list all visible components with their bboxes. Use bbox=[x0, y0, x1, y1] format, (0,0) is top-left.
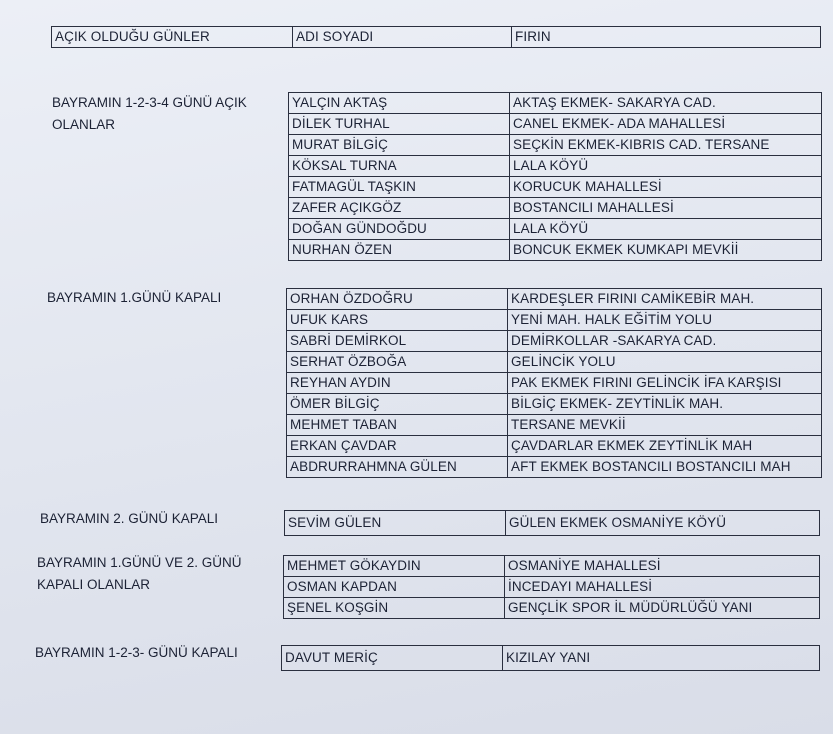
table-row bbox=[287, 289, 822, 310]
bakery-location: ÇAVDARLAR EKMEK ZEYTİNLİK MAH bbox=[508, 436, 822, 457]
table-row bbox=[289, 114, 822, 135]
baker-name: OSMAN KAPDAN bbox=[284, 577, 505, 598]
header-open-days: AÇIK OLDUĞU GÜNLER bbox=[52, 27, 293, 48]
group-label-closed-day-1: BAYRAMIN 1.GÜNÜ KAPALI bbox=[47, 290, 222, 305]
baker-name: MEHMET TABAN bbox=[287, 415, 508, 436]
table-row bbox=[284, 577, 820, 598]
table-row bbox=[287, 373, 822, 394]
baker-name: DOĞAN GÜNDOĞDU bbox=[289, 219, 510, 240]
bakery-location: LALA KÖYÜ bbox=[510, 156, 822, 177]
group-label-closed-days-1-3: BAYRAMIN 1-2-3- GÜNÜ KAPALI bbox=[35, 645, 238, 660]
bakery-location: KIZILAY YANI bbox=[503, 646, 820, 671]
bakery-location: KARDEŞLER FIRINI CAMİKEBİR MAH. bbox=[508, 289, 822, 310]
baker-name: REYHAN AYDIN bbox=[287, 373, 508, 394]
bakery-location: BOSTANCILI MAHALLESİ bbox=[510, 198, 822, 219]
bakery-location: İNCEDAYI MAHALLESİ bbox=[505, 577, 820, 598]
baker-name: NURHAN ÖZEN bbox=[289, 240, 510, 261]
baker-name: MEHMET GÖKAYDIN bbox=[284, 556, 505, 577]
table-row bbox=[289, 240, 822, 261]
bakery-location: YENİ MAH. HALK EĞİTİM YOLU bbox=[508, 310, 822, 331]
bakery-location: AFT EKMEK BOSTANCILI BOSTANCILI MAH bbox=[508, 457, 822, 478]
table-row bbox=[284, 598, 820, 619]
group-label-closed-day-2: BAYRAMIN 2. GÜNÜ KAPALI bbox=[40, 511, 219, 526]
bakery-location: GELİNCİK YOLU bbox=[508, 352, 822, 373]
baker-name: ŞENEL KOŞGİN bbox=[284, 598, 505, 619]
bakery-location: PAK EKMEK FIRINI GELİNCİK İFA KARŞISI bbox=[508, 373, 822, 394]
bakery-location: GENÇLİK SPOR İL MÜDÜRLÜĞÜ YANI bbox=[505, 598, 820, 619]
baker-name: KÖKSAL TURNA bbox=[289, 156, 510, 177]
baker-name: ZAFER AÇIKGÖZ bbox=[289, 198, 510, 219]
baker-name: SABRİ DEMİRKOL bbox=[287, 331, 508, 352]
bakery-location: SEÇKİN EKMEK-KIBRIS CAD. TERSANE bbox=[510, 135, 822, 156]
bakery-location: BONCUK EKMEK KUMKAPI MEVKİİ bbox=[510, 240, 822, 261]
header-bakery: FIRIN bbox=[512, 27, 821, 48]
table-row bbox=[289, 177, 822, 198]
table-row bbox=[287, 331, 822, 352]
bakery-location: OSMANİYE MAHALLESİ bbox=[505, 556, 820, 577]
baker-name: SEVİM GÜLEN bbox=[285, 511, 506, 536]
header-row bbox=[52, 27, 821, 48]
group-label-closed-days-1-2: BAYRAMIN 1.GÜNÜ VE 2. GÜNÜ KAPALI OLANLAR bbox=[37, 555, 242, 592]
baker-name: YALÇIN AKTAŞ bbox=[289, 93, 510, 114]
group-label-open-1-4: BAYRAMIN 1-2-3-4 GÜNÜ AÇIK OLANLAR bbox=[52, 95, 247, 132]
baker-name: ORHAN ÖZDOĞRU bbox=[287, 289, 508, 310]
header-name: ADI SOYADI bbox=[293, 27, 512, 48]
table-row bbox=[289, 156, 822, 177]
bakery-location: DEMİRKOLLAR -SAKARYA CAD. bbox=[508, 331, 822, 352]
header-table bbox=[51, 26, 821, 48]
baker-name: ABDRURRAHMNA GÜLEN bbox=[287, 457, 508, 478]
table-row bbox=[287, 352, 822, 373]
baker-name: FATMAGÜL TAŞKIN bbox=[289, 177, 510, 198]
schedule-table-closed-day-2 bbox=[284, 510, 820, 536]
baker-name: DAVUT MERİÇ bbox=[282, 646, 503, 671]
table-row bbox=[282, 646, 820, 671]
table-row bbox=[287, 457, 822, 478]
baker-name: UFUK KARS bbox=[287, 310, 508, 331]
table-row bbox=[289, 198, 822, 219]
schedule-table-closed-days-1-3 bbox=[281, 645, 820, 671]
baker-name: MURAT BİLGİÇ bbox=[289, 135, 510, 156]
baker-name: DİLEK TURHAL bbox=[289, 114, 510, 135]
table-row bbox=[289, 219, 822, 240]
schedule-table-closed-day-1 bbox=[286, 288, 822, 478]
bakery-location: KORUCUK MAHALLESİ bbox=[510, 177, 822, 198]
table-row bbox=[285, 511, 820, 536]
table-row bbox=[287, 415, 822, 436]
table-row bbox=[287, 310, 822, 331]
bakery-location: BİLGİÇ EKMEK- ZEYTİNLİK MAH. bbox=[508, 394, 822, 415]
table-row bbox=[287, 394, 822, 415]
bakery-location: GÜLEN EKMEK OSMANİYE KÖYÜ bbox=[506, 511, 820, 536]
bakery-location: AKTAŞ EKMEK- SAKARYA CAD. bbox=[510, 93, 822, 114]
schedule-table-closed-days-1-2 bbox=[283, 555, 820, 619]
schedule-table-open-1-4 bbox=[288, 92, 822, 261]
table-row bbox=[289, 135, 822, 156]
bakery-location: CANEL EKMEK- ADA MAHALLESİ bbox=[510, 114, 822, 135]
table-row bbox=[284, 556, 820, 577]
bakery-location: TERSANE MEVKİİ bbox=[508, 415, 822, 436]
bakery-location: LALA KÖYÜ bbox=[510, 219, 822, 240]
table-row bbox=[289, 93, 822, 114]
baker-name: ÖMER BİLGİÇ bbox=[287, 394, 508, 415]
baker-name: SERHAT ÖZBOĞA bbox=[287, 352, 508, 373]
baker-name: ERKAN ÇAVDAR bbox=[287, 436, 508, 457]
table-row bbox=[287, 436, 822, 457]
